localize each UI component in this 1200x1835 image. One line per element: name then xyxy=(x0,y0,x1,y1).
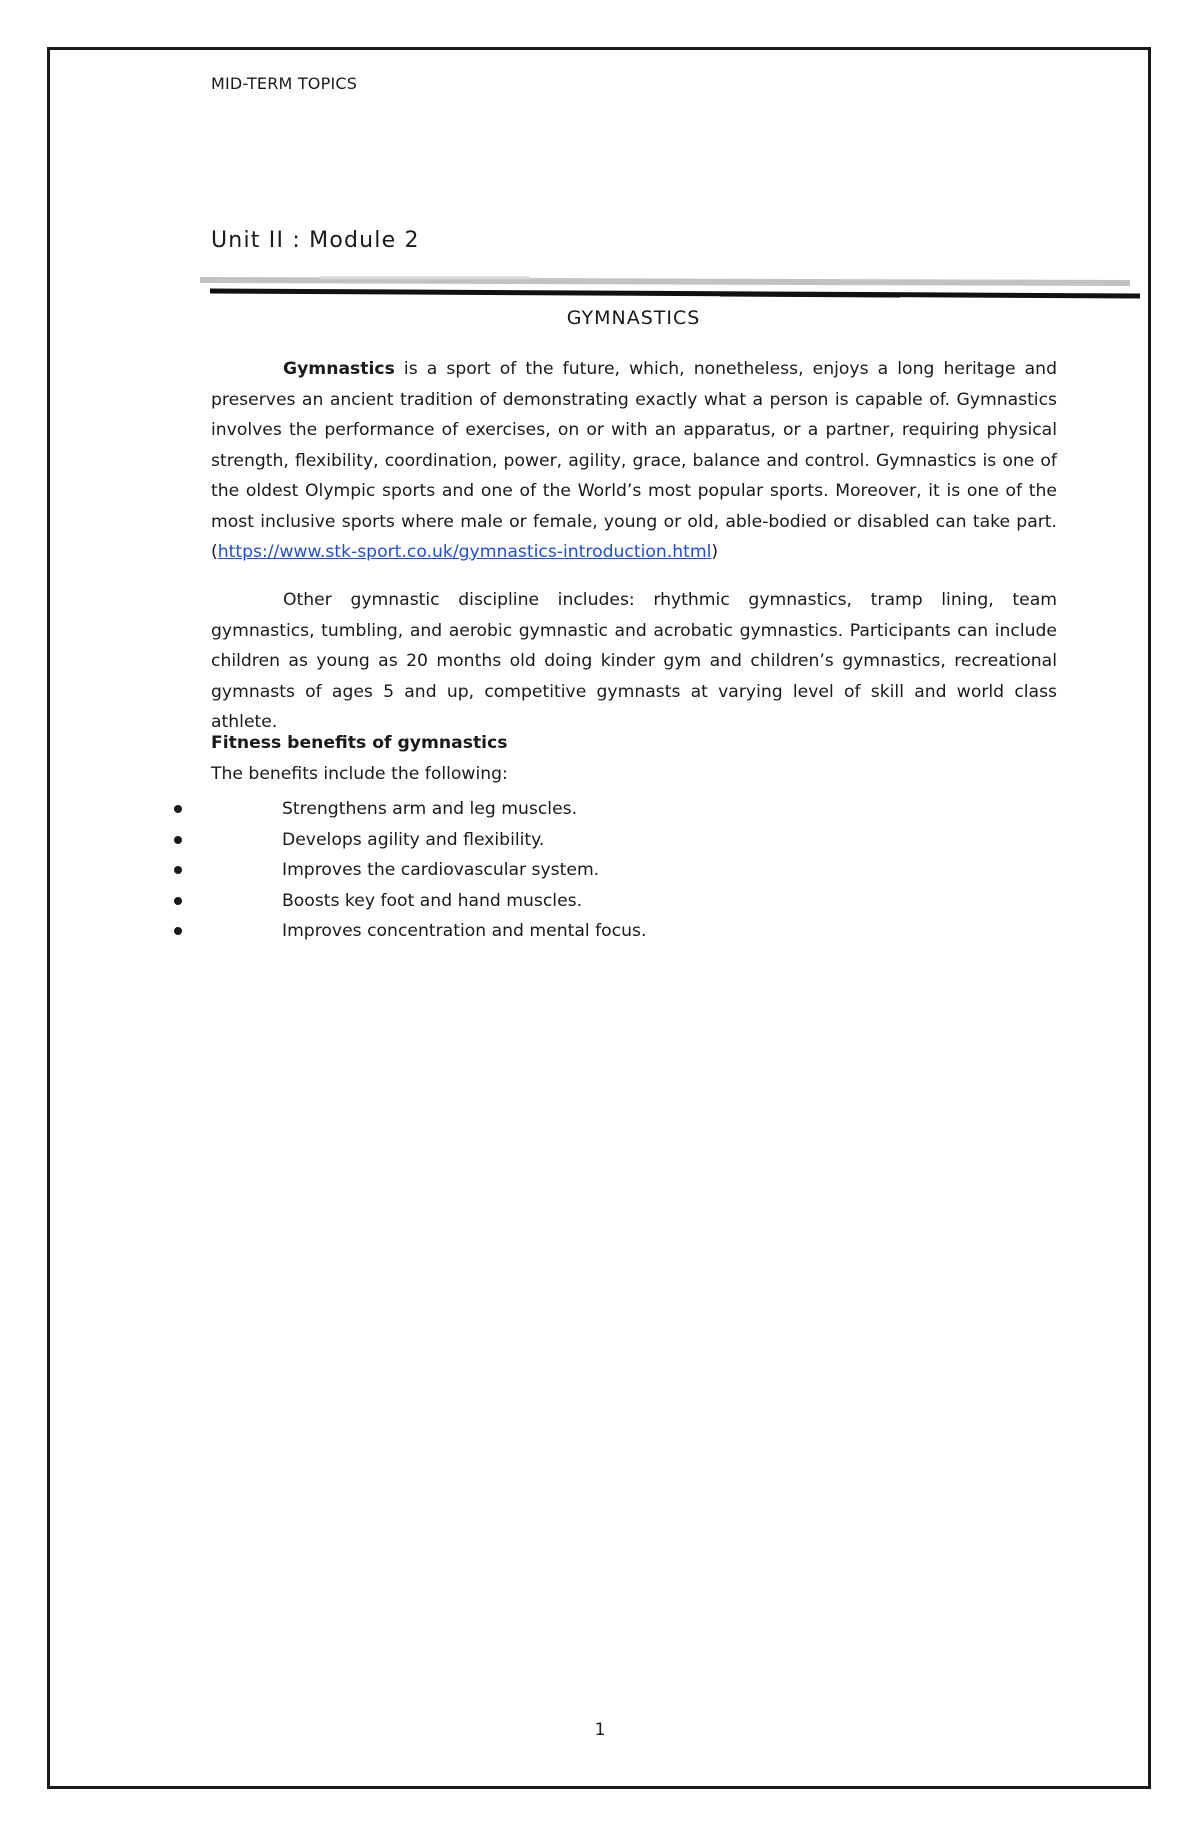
list-item-text: Boosts key foot and hand muscles. xyxy=(282,890,583,911)
paragraph-body: is a sport of the future, which, nonetheless, enjoys a long heritage and preserves an ancient tradition of demonstrating exactly what a person is capable of. Gymnastics involves the performance of exercises, on or with an apparatus, or a partner, requiring physical strength, flexibility, coordination, power, agility, grace, balance and control. Gymnastics is one of the oldest Olympic sports and one of the World’s most popular sports. Moreover, it is one of the most inclusive sports where male or female, young or old, able-bodied or disabled can take part. xyxy=(211,359,1057,532)
bullet-icon xyxy=(174,927,182,935)
bullet-icon xyxy=(174,805,182,813)
decorative-rule-graphic xyxy=(200,272,1140,302)
list-item xyxy=(0,794,1100,825)
document-title: GYMNASTICS xyxy=(566,307,701,329)
fitness-benefits-heading: Fitness benefits of gymnastics xyxy=(211,733,508,753)
list-item xyxy=(0,886,1100,917)
source-link[interactable]: https://www.stk-sport.co.uk/gymnastics-introduction.html xyxy=(217,542,712,562)
paragraph-lead-term: Gymnastics xyxy=(283,359,395,379)
list-item xyxy=(0,825,1100,856)
unit-title: Unit II : Module 2 xyxy=(211,228,420,253)
bullet-icon xyxy=(174,897,182,905)
bullet-icon xyxy=(174,866,182,874)
page-number: 1 xyxy=(594,1720,606,1740)
benefits-list xyxy=(0,794,1100,947)
decorative-rule xyxy=(200,272,1140,302)
list-item xyxy=(0,855,1100,886)
list-item-text: Improves the cardiovascular system. xyxy=(282,860,600,880)
list-item-text: Improves concentration and mental focus. xyxy=(282,921,647,941)
list-item-text: Strengthens arm and leg muscles. xyxy=(282,799,578,819)
rule-light-line xyxy=(200,280,1130,283)
bullet-icon xyxy=(174,836,182,844)
link-close-paren: ) xyxy=(711,542,719,562)
rule-dark-line xyxy=(210,291,1140,296)
running-header: MID-TERM TOPICS xyxy=(211,74,358,93)
paragraph-disciplines xyxy=(211,585,1057,738)
paragraph-disciplines-text: Other gymnastic discipline includes: rhythmic gymnastics, tramp lining, team gymnastics, tumbling, and aerobic gymnastic and acrobatic gymnastics. Participants can include children as young as 20 months old doing kinder gym and children’s gymnastics, recreational gymnasts of ages 5 and up, competitive gymnasts at varying level of skill and world class athlete. xyxy=(211,590,1057,732)
benefits-intro: The benefits include the following: xyxy=(211,764,508,784)
list-item xyxy=(0,916,1100,947)
paragraph-introduction xyxy=(211,354,1057,568)
list-item-text: Develops agility and flexibility. xyxy=(282,829,545,850)
rule-dark-accent xyxy=(720,295,900,296)
link-open-paren: ( xyxy=(211,542,218,562)
